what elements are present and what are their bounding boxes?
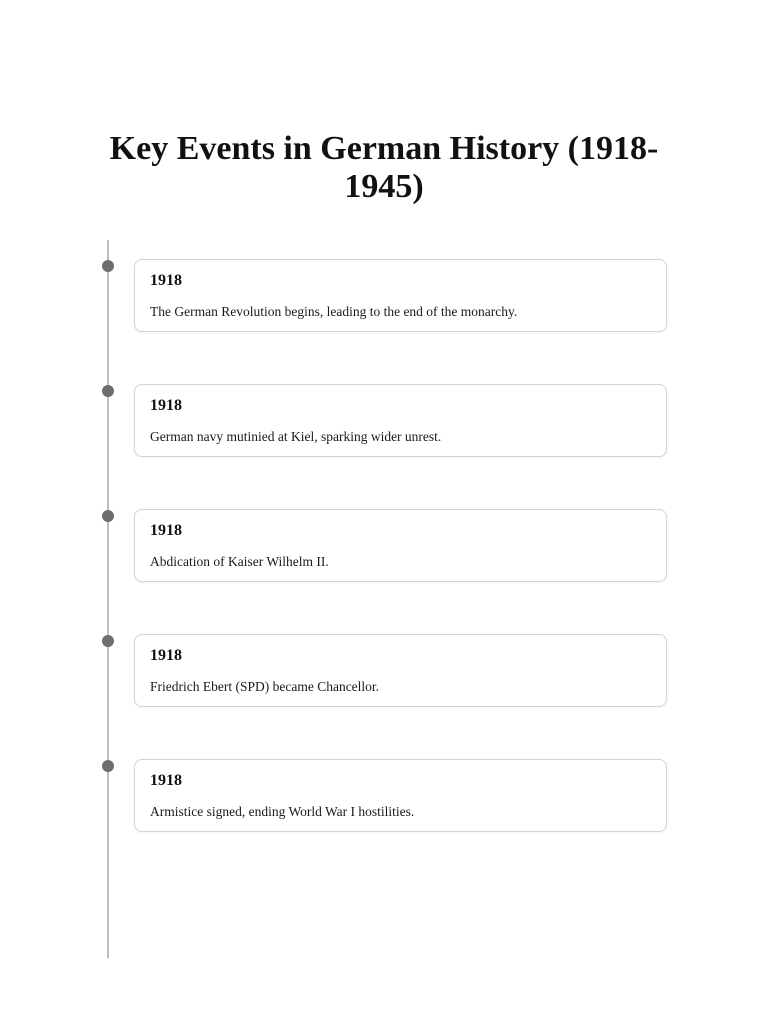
event-year: 1918	[150, 397, 182, 414]
event-year: 1918	[150, 647, 182, 664]
event-year: 1918	[150, 522, 182, 539]
page-title: Key Events in German History (1918-1945)	[109, 130, 659, 205]
timeline-dot	[102, 260, 114, 272]
event-description: The German Revolution begins, leading to the end of the monarchy.	[150, 304, 518, 319]
event-year: 1918	[150, 272, 182, 289]
event-description: Friedrich Ebert (SPD) became Chancellor.	[150, 679, 380, 694]
event-card	[134, 509, 667, 582]
event-description: German navy mutinied at Kiel, sparking wider unrest.	[150, 429, 442, 444]
event-card	[134, 634, 667, 707]
event-card	[134, 384, 667, 457]
event-card	[134, 759, 667, 832]
timeline-line	[107, 240, 109, 958]
event-year: 1918	[150, 772, 182, 789]
timeline-dot	[102, 385, 114, 397]
event-description: Abdication of Kaiser Wilhelm II.	[150, 554, 329, 569]
timeline-dot	[102, 760, 114, 772]
event-description: Armistice signed, ending World War I hostilities.	[150, 804, 415, 819]
timeline-dot	[102, 510, 114, 522]
event-card	[134, 259, 667, 332]
timeline-dot	[102, 635, 114, 647]
